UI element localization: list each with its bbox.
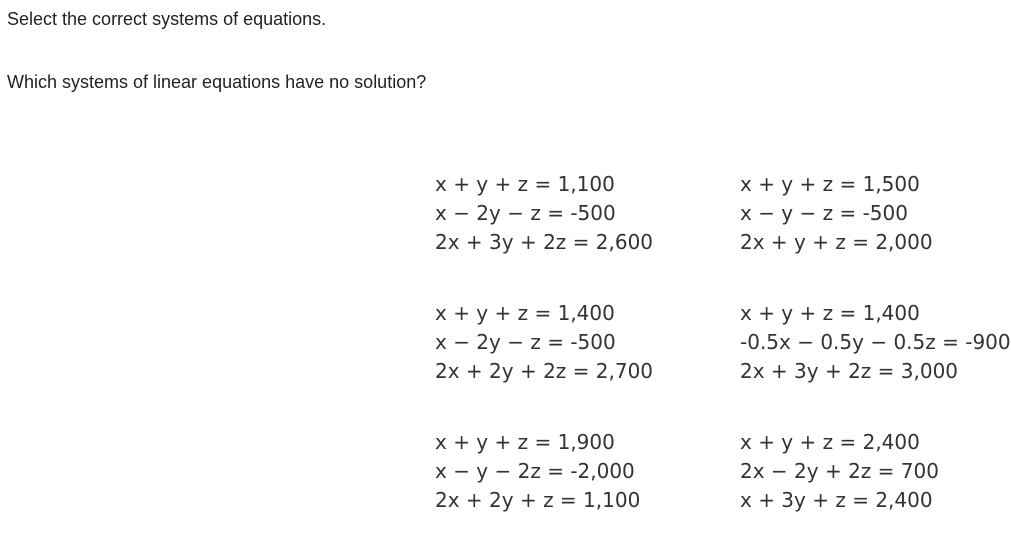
equation: 2x + y + z = 2,000 [740,230,933,254]
system-option-2[interactable] [740,170,933,257]
equation: 2x + 2y + z = 1,100 [435,488,641,512]
instruction-text: Select the correct systems of equations. [7,9,327,29]
system-option-1[interactable] [435,170,653,257]
equation: x + 3y + z = 2,400 [740,488,933,512]
equation: x − 2y − z = -500 [435,330,616,354]
equation: x + y + z = 1,900 [435,430,615,454]
equation: -0.5x − 0.5y − 0.5z = -900 [740,330,1011,354]
equation: x − y − z = -500 [740,201,908,225]
equation: 2x + 3y + 2z = 2,600 [435,230,654,254]
equation: x + y + z = 1,400 [740,301,920,325]
answer-options [435,170,1011,520]
equation: x + y + z = 1,400 [435,301,615,325]
system-option-4[interactable] [740,299,1011,386]
system-option-6[interactable] [740,428,939,515]
equation: 2x + 3y + 2z = 3,000 [740,359,959,383]
system-option-3[interactable] [435,299,653,386]
equation: x − 2y − z = -500 [435,201,616,225]
equation: x + y + z = 2,400 [740,430,920,454]
equation: 2x − 2y + 2z = 700 [740,459,939,483]
equation: x + y + z = 1,500 [740,172,920,196]
equation: x − y − 2z = -2,000 [435,459,635,483]
system-option-5[interactable] [435,428,640,515]
equation: 2x + 2y + 2z = 2,700 [435,359,654,383]
equation: x + y + z = 1,100 [435,172,615,196]
question-text: Which systems of linear equations have no solution? [7,72,427,92]
